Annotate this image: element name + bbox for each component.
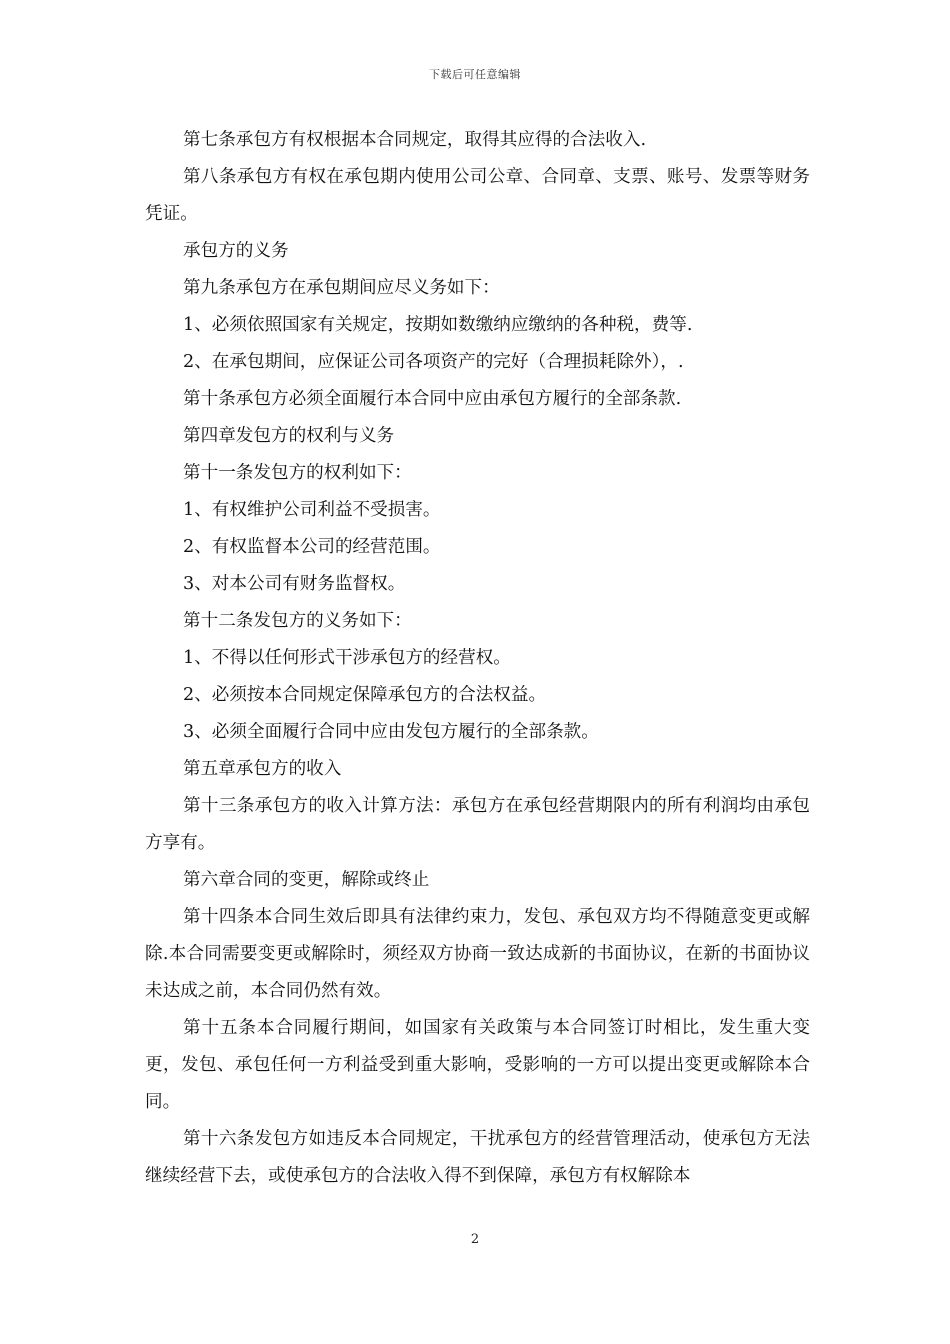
heading-chapter-4: 第四章发包方的权利与义务 [183, 426, 395, 446]
paragraph-article-8: 第八条承包方有权在承包期内使用公司公章、合同章、支票、账号、发票等财务凭证。 [145, 167, 810, 224]
page-number: 2 [470, 1232, 480, 1247]
paragraph-article-9: 第九条承包方在承包期间应尽义务如下： [183, 278, 500, 298]
list-item-article-9-2: 2、在承包期间，应保证公司各项资产的完好（合理损耗除外），. [183, 352, 684, 372]
paragraph-article-10: 第十条承包方必须全面履行本合同中应由承包方履行的全部条款. [183, 389, 682, 409]
list-item-article-12-2: 2、必须按本合同规定保障承包方的合法权益。 [183, 685, 547, 705]
list-item-article-9-1: 1、必须依照国家有关规定，按期如数缴纳应缴纳的各种税，费等. [183, 315, 693, 335]
paragraph-article-14: 第十四条本合同生效后即具有法律约束力，发包、承包双方均不得随意变更或解除.本合同需要变更或解除时，须经双方协商一致达成新的书面协议，在新的书面协议未达成之前，本合同仍然有效。 [145, 907, 810, 1001]
list-item-article-11-1: 1、有权维护公司利益不受损害。 [183, 500, 441, 520]
paragraph-article-7: 第七条承包方有权根据本合同规定，取得其应得的合法收入. [183, 130, 647, 150]
list-item-article-12-3: 3、必须全面履行合同中应由发包方履行的全部条款。 [183, 722, 599, 742]
list-item-article-11-3: 3、对本公司有财务监督权。 [183, 574, 406, 594]
paragraph-article-11: 第十一条发包方的权利如下： [183, 463, 412, 483]
paragraph-article-13: 第十三条承包方的收入计算方法：承包方在承包经营期限内的所有利润均由承包方享有。 [145, 796, 810, 853]
paragraph-article-15: 第十五条本合同履行期间，如国家有关政策与本合同签订时相比，发生重大变更，发包、承包任何一方利益受到重大影响，受影响的一方可以提出变更或解除本合同。 [145, 1018, 810, 1112]
list-item-article-12-1: 1、不得以任何形式干涉承包方的经营权。 [183, 648, 511, 668]
document-body [145, 122, 810, 1195]
page-header: 下载后可任意编辑 [429, 68, 521, 81]
heading-chapter-6: 第六章合同的变更，解除或终止 [183, 870, 430, 890]
paragraph-article-12: 第十二条发包方的义务如下： [183, 611, 412, 631]
heading-chapter-5: 第五章承包方的收入 [183, 759, 342, 779]
paragraph-article-16: 第十六条发包方如违反本合同规定，干扰承包方的经营管理活动，使承包方无法继续经营下去，或使承包方的合法收入得不到保障，承包方有权解除本 [145, 1129, 810, 1186]
heading-contractor-obligations: 承包方的义务 [183, 241, 289, 261]
list-item-article-11-2: 2、有权监督本公司的经营范围。 [183, 537, 441, 557]
